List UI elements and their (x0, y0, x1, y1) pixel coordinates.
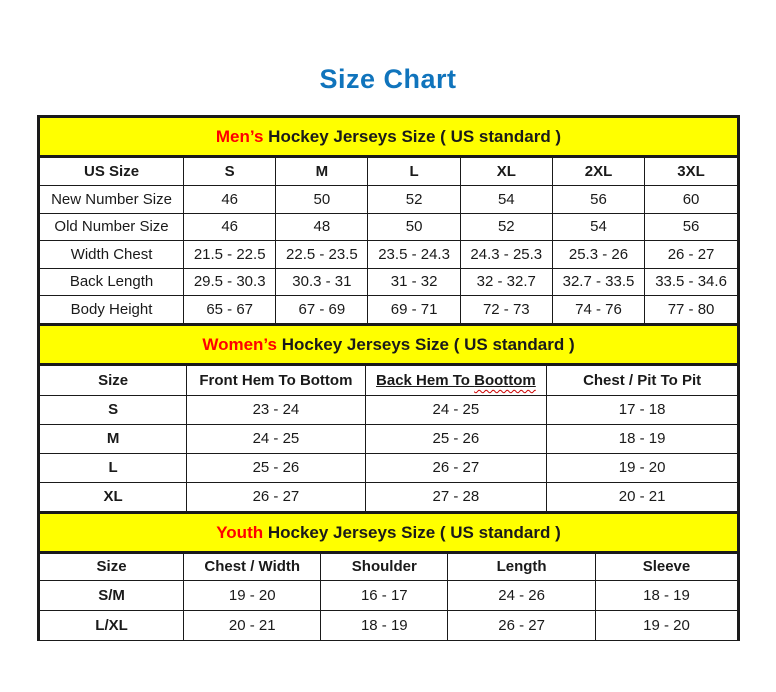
cell: 23 - 24 (187, 395, 365, 424)
cell: 25.3 - 26 (552, 241, 644, 269)
row-label: Old Number Size (40, 213, 184, 241)
column-header: Size (40, 366, 187, 395)
column-header: Sleeve (595, 554, 737, 580)
table-row (40, 610, 737, 640)
section-header-mens-highlight: Men’s (215, 127, 264, 146)
size-chart (37, 115, 740, 641)
cell: 20 - 21 (184, 610, 321, 640)
cell: 16 - 17 (321, 580, 448, 610)
womens-size-table (40, 366, 737, 511)
row-label: M (40, 424, 187, 453)
cell: 24 - 25 (365, 395, 547, 424)
page-title: Size Chart (319, 64, 457, 94)
cell: 19 - 20 (595, 610, 737, 640)
row-label: L (40, 453, 187, 482)
row-label: New Number Size (40, 186, 184, 214)
cell: 54 (460, 186, 552, 214)
row-label: Body Height (40, 296, 184, 324)
cell: 74 - 76 (552, 296, 644, 324)
mens-header-row (40, 158, 737, 186)
misspelled-word: Boottom (474, 371, 536, 389)
cell: 29.5 - 30.3 (184, 268, 276, 296)
table-row (40, 213, 737, 241)
cell: 26 - 27 (187, 482, 365, 511)
cell: 52 (368, 186, 460, 214)
section-header-youth (40, 511, 737, 554)
cell: 56 (552, 186, 644, 214)
cell: 26 - 27 (645, 241, 737, 269)
column-header: Size (40, 554, 184, 580)
table-row (40, 241, 737, 269)
cell: 65 - 67 (184, 296, 276, 324)
column-header: Shoulder (321, 554, 448, 580)
section-header-youth-rest: Hockey Jerseys Size ( US standard ) (267, 523, 561, 542)
cell: 30.3 - 31 (276, 268, 368, 296)
column-header: Front Hem To Bottom (187, 366, 365, 395)
cell: 69 - 71 (368, 296, 460, 324)
cell: 31 - 32 (368, 268, 460, 296)
row-label: L/XL (40, 610, 184, 640)
cell: 25 - 26 (365, 424, 547, 453)
cell: 18 - 19 (547, 424, 737, 453)
cell: 24.3 - 25.3 (460, 241, 552, 269)
cell: 60 (645, 186, 737, 214)
section-header-womens-rest: Hockey Jerseys Size ( US standard ) (281, 335, 575, 354)
row-label: S (40, 395, 187, 424)
column-header-misspelled (365, 366, 547, 395)
column-header: 3XL (645, 158, 737, 186)
cell: 46 (184, 213, 276, 241)
column-header: Chest / Pit To Pit (547, 366, 737, 395)
table-row (40, 424, 737, 453)
cell: 23.5 - 24.3 (368, 241, 460, 269)
table-row (40, 482, 737, 511)
cell: 52 (460, 213, 552, 241)
cell: 26 - 27 (365, 453, 547, 482)
column-header: Chest / Width (184, 554, 321, 580)
column-header: Length (448, 554, 596, 580)
cell: 26 - 27 (448, 610, 596, 640)
cell: 32 - 32.7 (460, 268, 552, 296)
row-label: XL (40, 482, 187, 511)
row-label: S/M (40, 580, 184, 610)
cell: 77 - 80 (645, 296, 737, 324)
cell: 56 (645, 213, 737, 241)
cell: 48 (276, 213, 368, 241)
cell: 18 - 19 (595, 580, 737, 610)
cell: 24 - 26 (448, 580, 596, 610)
section-header-womens (40, 323, 737, 366)
cell: 21.5 - 22.5 (184, 241, 276, 269)
cell: 19 - 20 (184, 580, 321, 610)
cell: 24 - 25 (187, 424, 365, 453)
table-row (40, 395, 737, 424)
youth-header-row (40, 554, 737, 580)
cell: 17 - 18 (547, 395, 737, 424)
column-header: S (184, 158, 276, 186)
table-row (40, 580, 737, 610)
cell: 54 (552, 213, 644, 241)
column-header: M (276, 158, 368, 186)
cell: 67 - 69 (276, 296, 368, 324)
cell: 46 (184, 186, 276, 214)
cell: 72 - 73 (460, 296, 552, 324)
cell: 22.5 - 23.5 (276, 241, 368, 269)
row-label: Back Length (40, 268, 184, 296)
cell: 33.5 - 34.6 (645, 268, 737, 296)
youth-size-table (40, 554, 737, 640)
cell: 19 - 20 (547, 453, 737, 482)
cell: 50 (276, 186, 368, 214)
column-header-prefix: Back Hem To (376, 371, 470, 389)
column-header: XL (460, 158, 552, 186)
mens-size-table (40, 158, 737, 323)
column-header: 2XL (552, 158, 644, 186)
table-row (40, 186, 737, 214)
section-header-mens (40, 118, 737, 158)
table-row (40, 296, 737, 324)
table-row (40, 453, 737, 482)
cell: 25 - 26 (187, 453, 365, 482)
womens-header-row (40, 366, 737, 395)
row-label: Width Chest (40, 241, 184, 269)
cell: 18 - 19 (321, 610, 448, 640)
column-header: US Size (40, 158, 184, 186)
cell: 50 (368, 213, 460, 241)
cell: 27 - 28 (365, 482, 547, 511)
cell: 32.7 - 33.5 (552, 268, 644, 296)
section-header-mens-rest: Hockey Jerseys Size ( US standard ) (268, 127, 562, 146)
cell: 20 - 21 (547, 482, 737, 511)
column-header: L (368, 158, 460, 186)
table-row (40, 268, 737, 296)
section-header-youth-highlight: Youth (216, 523, 264, 542)
section-header-womens-highlight: Women’s (202, 335, 277, 354)
